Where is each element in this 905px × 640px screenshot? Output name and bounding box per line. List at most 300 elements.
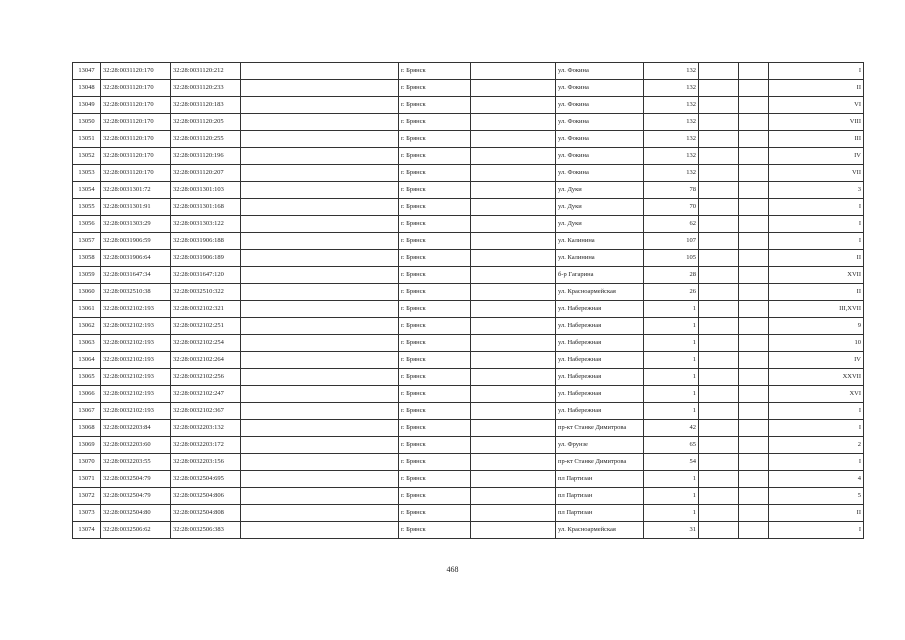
empty-cell <box>241 386 399 403</box>
empty-cell <box>739 369 769 386</box>
cadastral-number-cell: 32:28:0031120:255 <box>171 131 241 148</box>
cadastral-number-cell: 32:28:0032102:321 <box>171 301 241 318</box>
empty-cell <box>241 454 399 471</box>
empty-cell <box>241 335 399 352</box>
street-cell: ул. Набережная <box>556 403 644 420</box>
street-cell: ул. Калинина <box>556 233 644 250</box>
table-body <box>73 63 864 539</box>
table-row <box>73 199 864 216</box>
empty-cell <box>471 335 556 352</box>
street-cell: пл Партизан <box>556 471 644 488</box>
record-number-cell: 13050 <box>73 114 101 131</box>
record-number-cell: 13060 <box>73 284 101 301</box>
empty-cell <box>699 63 739 80</box>
record-number-cell: 13061 <box>73 301 101 318</box>
empty-cell <box>241 488 399 505</box>
cadastral-number-cell: 32:28:0032506:383 <box>171 522 241 539</box>
cadastral-number-cell: 32:28:0031906:189 <box>171 250 241 267</box>
street-cell: ул. Дуки <box>556 199 644 216</box>
premises-number-cell: I <box>769 63 864 80</box>
zone-number-cell: 32:28:0031301:91 <box>101 199 171 216</box>
empty-cell <box>699 148 739 165</box>
street-cell: ул. Фокина <box>556 114 644 131</box>
premises-number-cell: I <box>769 199 864 216</box>
table-row <box>73 318 864 335</box>
house-number-cell: 1 <box>644 352 699 369</box>
zone-number-cell: 32:28:0032506:62 <box>101 522 171 539</box>
premises-number-cell: 4 <box>769 471 864 488</box>
street-cell: ул. Красноармейская <box>556 284 644 301</box>
zone-number-cell: 32:28:0032102:193 <box>101 301 171 318</box>
empty-cell <box>739 216 769 233</box>
table-row <box>73 250 864 267</box>
zone-number-cell: 32:28:0031303:29 <box>101 216 171 233</box>
cadastral-number-cell: 32:28:0031906:188 <box>171 233 241 250</box>
zone-number-cell: 32:28:0032504:79 <box>101 488 171 505</box>
house-number-cell: 1 <box>644 301 699 318</box>
house-number-cell: 78 <box>644 182 699 199</box>
empty-cell <box>739 471 769 488</box>
premises-number-cell: 2 <box>769 437 864 454</box>
empty-cell <box>471 233 556 250</box>
empty-cell <box>241 199 399 216</box>
city-cell: г. Брянск <box>399 216 471 233</box>
house-number-cell: 28 <box>644 267 699 284</box>
empty-cell <box>241 352 399 369</box>
zone-number-cell: 32:28:0032203:84 <box>101 420 171 437</box>
empty-cell <box>739 233 769 250</box>
cadastral-number-cell: 32:28:0031301:168 <box>171 199 241 216</box>
empty-cell <box>241 522 399 539</box>
city-cell: г. Брянск <box>399 284 471 301</box>
premises-number-cell: VIII <box>769 114 864 131</box>
zone-number-cell: 32:28:0032102:193 <box>101 318 171 335</box>
street-cell: ул. Фокина <box>556 131 644 148</box>
premises-number-cell: IV <box>769 148 864 165</box>
empty-cell <box>241 216 399 233</box>
cadastral-number-cell: 32:28:0032102:367 <box>171 403 241 420</box>
house-number-cell: 105 <box>644 250 699 267</box>
empty-cell <box>739 420 769 437</box>
street-cell: ул. Дуки <box>556 216 644 233</box>
street-cell: пл Партизан <box>556 505 644 522</box>
empty-cell <box>739 454 769 471</box>
premises-number-cell: 9 <box>769 318 864 335</box>
empty-cell <box>739 250 769 267</box>
record-number-cell: 13058 <box>73 250 101 267</box>
empty-cell <box>471 301 556 318</box>
empty-cell <box>739 80 769 97</box>
empty-cell <box>699 505 739 522</box>
record-number-cell: 13066 <box>73 386 101 403</box>
empty-cell <box>739 131 769 148</box>
table-row <box>73 182 864 199</box>
empty-cell <box>241 267 399 284</box>
zone-number-cell: 32:28:0031120:170 <box>101 97 171 114</box>
house-number-cell: 132 <box>644 148 699 165</box>
zone-number-cell: 32:28:0032102:193 <box>101 386 171 403</box>
empty-cell <box>471 505 556 522</box>
empty-cell <box>699 267 739 284</box>
street-cell: ул. Фрунзе <box>556 437 644 454</box>
city-cell: г. Брянск <box>399 522 471 539</box>
house-number-cell: 70 <box>644 199 699 216</box>
house-number-cell: 107 <box>644 233 699 250</box>
street-cell: ул. Набережная <box>556 352 644 369</box>
premises-number-cell: VI <box>769 97 864 114</box>
table-row <box>73 403 864 420</box>
record-number-cell: 13064 <box>73 352 101 369</box>
cadastral-number-cell: 32:28:0032102:256 <box>171 369 241 386</box>
empty-cell <box>471 352 556 369</box>
empty-cell <box>471 488 556 505</box>
empty-cell <box>471 148 556 165</box>
empty-cell <box>699 488 739 505</box>
record-number-cell: 13070 <box>73 454 101 471</box>
zone-number-cell: 32:28:0032102:193 <box>101 335 171 352</box>
cadastral-number-cell: 32:28:0031303:122 <box>171 216 241 233</box>
record-number-cell: 13074 <box>73 522 101 539</box>
empty-cell <box>699 284 739 301</box>
street-cell: ул. Фокина <box>556 148 644 165</box>
empty-cell <box>739 335 769 352</box>
zone-number-cell: 32:28:0032102:193 <box>101 352 171 369</box>
empty-cell <box>471 471 556 488</box>
record-number-cell: 13059 <box>73 267 101 284</box>
premises-number-cell: II <box>769 80 864 97</box>
empty-cell <box>241 505 399 522</box>
city-cell: г. Брянск <box>399 471 471 488</box>
street-cell: ул. Набережная <box>556 386 644 403</box>
empty-cell <box>241 403 399 420</box>
record-number-cell: 13057 <box>73 233 101 250</box>
street-cell: б-р Гагарина <box>556 267 644 284</box>
table-row <box>73 267 864 284</box>
empty-cell <box>471 182 556 199</box>
city-cell: г. Брянск <box>399 352 471 369</box>
empty-cell <box>241 369 399 386</box>
record-number-cell: 13049 <box>73 97 101 114</box>
city-cell: г. Брянск <box>399 131 471 148</box>
house-number-cell: 26 <box>644 284 699 301</box>
premises-number-cell: XVII <box>769 267 864 284</box>
zone-number-cell: 32:28:0031120:170 <box>101 165 171 182</box>
zone-number-cell: 32:28:0032102:193 <box>101 369 171 386</box>
empty-cell <box>739 318 769 335</box>
table-row <box>73 352 864 369</box>
cadastral-number-cell: 32:28:0031647:120 <box>171 267 241 284</box>
house-number-cell: 132 <box>644 131 699 148</box>
empty-cell <box>471 318 556 335</box>
empty-cell <box>699 131 739 148</box>
city-cell: г. Брянск <box>399 165 471 182</box>
city-cell: г. Брянск <box>399 386 471 403</box>
record-number-cell: 13051 <box>73 131 101 148</box>
table-row <box>73 420 864 437</box>
cadastral-number-cell: 32:28:0032504:695 <box>171 471 241 488</box>
empty-cell <box>739 284 769 301</box>
premises-number-cell: I <box>769 403 864 420</box>
empty-cell <box>699 522 739 539</box>
empty-cell <box>471 437 556 454</box>
empty-cell <box>241 233 399 250</box>
empty-cell <box>739 182 769 199</box>
empty-cell <box>699 165 739 182</box>
house-number-cell: 132 <box>644 63 699 80</box>
city-cell: г. Брянск <box>399 488 471 505</box>
zone-number-cell: 32:28:0031301:72 <box>101 182 171 199</box>
empty-cell <box>699 437 739 454</box>
table-row <box>73 437 864 454</box>
table-row <box>73 369 864 386</box>
street-cell: пр-кт Станке Димитрова <box>556 420 644 437</box>
empty-cell <box>739 199 769 216</box>
zone-number-cell: 32:28:0032504:79 <box>101 471 171 488</box>
cadastral-number-cell: 32:28:0032504:808 <box>171 505 241 522</box>
city-cell: г. Брянск <box>399 335 471 352</box>
empty-cell <box>699 420 739 437</box>
empty-cell <box>471 250 556 267</box>
empty-cell <box>241 131 399 148</box>
premises-number-cell: 5 <box>769 488 864 505</box>
empty-cell <box>699 250 739 267</box>
city-cell: г. Брянск <box>399 437 471 454</box>
empty-cell <box>241 250 399 267</box>
cadastral-number-cell: 32:28:0032504:806 <box>171 488 241 505</box>
empty-cell <box>739 301 769 318</box>
cadastral-number-cell: 32:28:0032102:254 <box>171 335 241 352</box>
zone-number-cell: 32:28:0031120:170 <box>101 80 171 97</box>
house-number-cell: 62 <box>644 216 699 233</box>
empty-cell <box>699 301 739 318</box>
empty-cell <box>241 165 399 182</box>
empty-cell <box>471 165 556 182</box>
premises-number-cell: II <box>769 505 864 522</box>
cadastral-number-cell: 32:28:0032203:156 <box>171 454 241 471</box>
empty-cell <box>471 63 556 80</box>
zone-number-cell: 32:28:0031120:170 <box>101 63 171 80</box>
house-number-cell: 1 <box>644 318 699 335</box>
city-cell: г. Брянск <box>399 182 471 199</box>
table-row <box>73 233 864 250</box>
house-number-cell: 1 <box>644 369 699 386</box>
house-number-cell: 42 <box>644 420 699 437</box>
empty-cell <box>241 148 399 165</box>
page-number: 468 <box>446 565 459 574</box>
empty-cell <box>471 454 556 471</box>
premises-number-cell: I <box>769 233 864 250</box>
table-row <box>73 505 864 522</box>
zone-number-cell: 32:28:0031120:170 <box>101 148 171 165</box>
house-number-cell: 132 <box>644 114 699 131</box>
empty-cell <box>471 522 556 539</box>
street-cell: ул. Набережная <box>556 318 644 335</box>
record-number-cell: 13063 <box>73 335 101 352</box>
table-row <box>73 114 864 131</box>
empty-cell <box>241 97 399 114</box>
empty-cell <box>699 199 739 216</box>
premises-number-cell: 3 <box>769 182 864 199</box>
zone-number-cell: 32:28:0032504:80 <box>101 505 171 522</box>
premises-number-cell: II <box>769 284 864 301</box>
record-number-cell: 13052 <box>73 148 101 165</box>
premises-number-cell: I <box>769 522 864 539</box>
premises-number-cell: IV <box>769 352 864 369</box>
city-cell: г. Брянск <box>399 318 471 335</box>
table-row <box>73 148 864 165</box>
premises-number-cell: I <box>769 454 864 471</box>
street-cell: ул. Красноармейская <box>556 522 644 539</box>
city-cell: г. Брянск <box>399 505 471 522</box>
table-row <box>73 131 864 148</box>
house-number-cell: 132 <box>644 80 699 97</box>
record-number-cell: 13056 <box>73 216 101 233</box>
cadastral-number-cell: 32:28:0032510:322 <box>171 284 241 301</box>
table-row <box>73 386 864 403</box>
city-cell: г. Брянск <box>399 301 471 318</box>
table-row <box>73 63 864 80</box>
record-number-cell: 13055 <box>73 199 101 216</box>
empty-cell <box>739 165 769 182</box>
cadastral-number-cell: 32:28:0031120:183 <box>171 97 241 114</box>
table-row <box>73 471 864 488</box>
city-cell: г. Брянск <box>399 454 471 471</box>
record-number-cell: 13068 <box>73 420 101 437</box>
table-row <box>73 454 864 471</box>
empty-cell <box>241 471 399 488</box>
empty-cell <box>699 80 739 97</box>
city-cell: г. Брянск <box>399 233 471 250</box>
house-number-cell: 1 <box>644 386 699 403</box>
house-number-cell: 1 <box>644 488 699 505</box>
record-number-cell: 13067 <box>73 403 101 420</box>
table-row <box>73 80 864 97</box>
empty-cell <box>739 352 769 369</box>
empty-cell <box>739 63 769 80</box>
table-row <box>73 284 864 301</box>
record-number-cell: 13053 <box>73 165 101 182</box>
street-cell: ул. Фокина <box>556 63 644 80</box>
cadastral-number-cell: 32:28:0031120:205 <box>171 114 241 131</box>
premises-number-cell: VII <box>769 165 864 182</box>
cadastral-number-cell: 32:28:0032203:132 <box>171 420 241 437</box>
house-number-cell: 1 <box>644 471 699 488</box>
cadastral-number-cell: 32:28:0032203:172 <box>171 437 241 454</box>
city-cell: г. Брянск <box>399 420 471 437</box>
empty-cell <box>739 148 769 165</box>
empty-cell <box>739 437 769 454</box>
empty-cell <box>739 267 769 284</box>
record-number-cell: 13062 <box>73 318 101 335</box>
record-number-cell: 13073 <box>73 505 101 522</box>
empty-cell <box>739 522 769 539</box>
empty-cell <box>241 114 399 131</box>
table-row <box>73 488 864 505</box>
street-cell: ул. Фокина <box>556 97 644 114</box>
cadastral-number-cell: 32:28:0032102:251 <box>171 318 241 335</box>
record-number-cell: 13065 <box>73 369 101 386</box>
record-number-cell: 13054 <box>73 182 101 199</box>
empty-cell <box>471 97 556 114</box>
empty-cell <box>471 369 556 386</box>
empty-cell <box>699 386 739 403</box>
house-number-cell: 31 <box>644 522 699 539</box>
premises-number-cell: 10 <box>769 335 864 352</box>
empty-cell <box>241 437 399 454</box>
empty-cell <box>699 114 739 131</box>
record-number-cell: 13048 <box>73 80 101 97</box>
empty-cell <box>241 63 399 80</box>
street-cell: ул. Фокина <box>556 80 644 97</box>
premises-number-cell: II <box>769 250 864 267</box>
cadastral-number-cell: 32:28:0031301:103 <box>171 182 241 199</box>
premises-number-cell: III <box>769 131 864 148</box>
premises-number-cell: I <box>769 216 864 233</box>
zone-number-cell: 32:28:0031906:64 <box>101 250 171 267</box>
empty-cell <box>739 403 769 420</box>
street-cell: ул. Набережная <box>556 301 644 318</box>
street-cell: ул. Набережная <box>556 369 644 386</box>
empty-cell <box>739 114 769 131</box>
empty-cell <box>739 97 769 114</box>
empty-cell <box>471 284 556 301</box>
city-cell: г. Брянск <box>399 403 471 420</box>
table-row <box>73 522 864 539</box>
empty-cell <box>471 386 556 403</box>
record-number-cell: 13047 <box>73 63 101 80</box>
empty-cell <box>699 182 739 199</box>
cadastral-number-cell: 32:28:0031120:207 <box>171 165 241 182</box>
street-cell: ул. Фокина <box>556 165 644 182</box>
house-number-cell: 65 <box>644 437 699 454</box>
empty-cell <box>699 369 739 386</box>
city-cell: г. Брянск <box>399 80 471 97</box>
empty-cell <box>699 335 739 352</box>
empty-cell <box>699 403 739 420</box>
table-row <box>73 335 864 352</box>
premises-number-cell: III,XVII <box>769 301 864 318</box>
zone-number-cell: 32:28:0031120:170 <box>101 114 171 131</box>
city-cell: г. Брянск <box>399 97 471 114</box>
premises-number-cell: I <box>769 420 864 437</box>
empty-cell <box>739 488 769 505</box>
empty-cell <box>471 114 556 131</box>
zone-number-cell: 32:28:0031120:170 <box>101 131 171 148</box>
house-number-cell: 1 <box>644 505 699 522</box>
empty-cell <box>471 420 556 437</box>
empty-cell <box>699 352 739 369</box>
cadastral-number-cell: 32:28:0032102:264 <box>171 352 241 369</box>
empty-cell <box>241 80 399 97</box>
city-cell: г. Брянск <box>399 199 471 216</box>
cadastral-number-cell: 32:28:0032102:247 <box>171 386 241 403</box>
premises-number-cell: XXVII <box>769 369 864 386</box>
registry-table <box>72 62 864 539</box>
empty-cell <box>471 131 556 148</box>
empty-cell <box>471 403 556 420</box>
record-number-cell: 13069 <box>73 437 101 454</box>
table-row <box>73 165 864 182</box>
empty-cell <box>471 267 556 284</box>
city-cell: г. Брянск <box>399 63 471 80</box>
cadastral-number-cell: 32:28:0031120:212 <box>171 63 241 80</box>
street-cell: ул. Калинина <box>556 250 644 267</box>
empty-cell <box>241 284 399 301</box>
city-cell: г. Брянск <box>399 369 471 386</box>
table-row <box>73 216 864 233</box>
house-number-cell: 54 <box>644 454 699 471</box>
zone-number-cell: 32:28:0032203:60 <box>101 437 171 454</box>
